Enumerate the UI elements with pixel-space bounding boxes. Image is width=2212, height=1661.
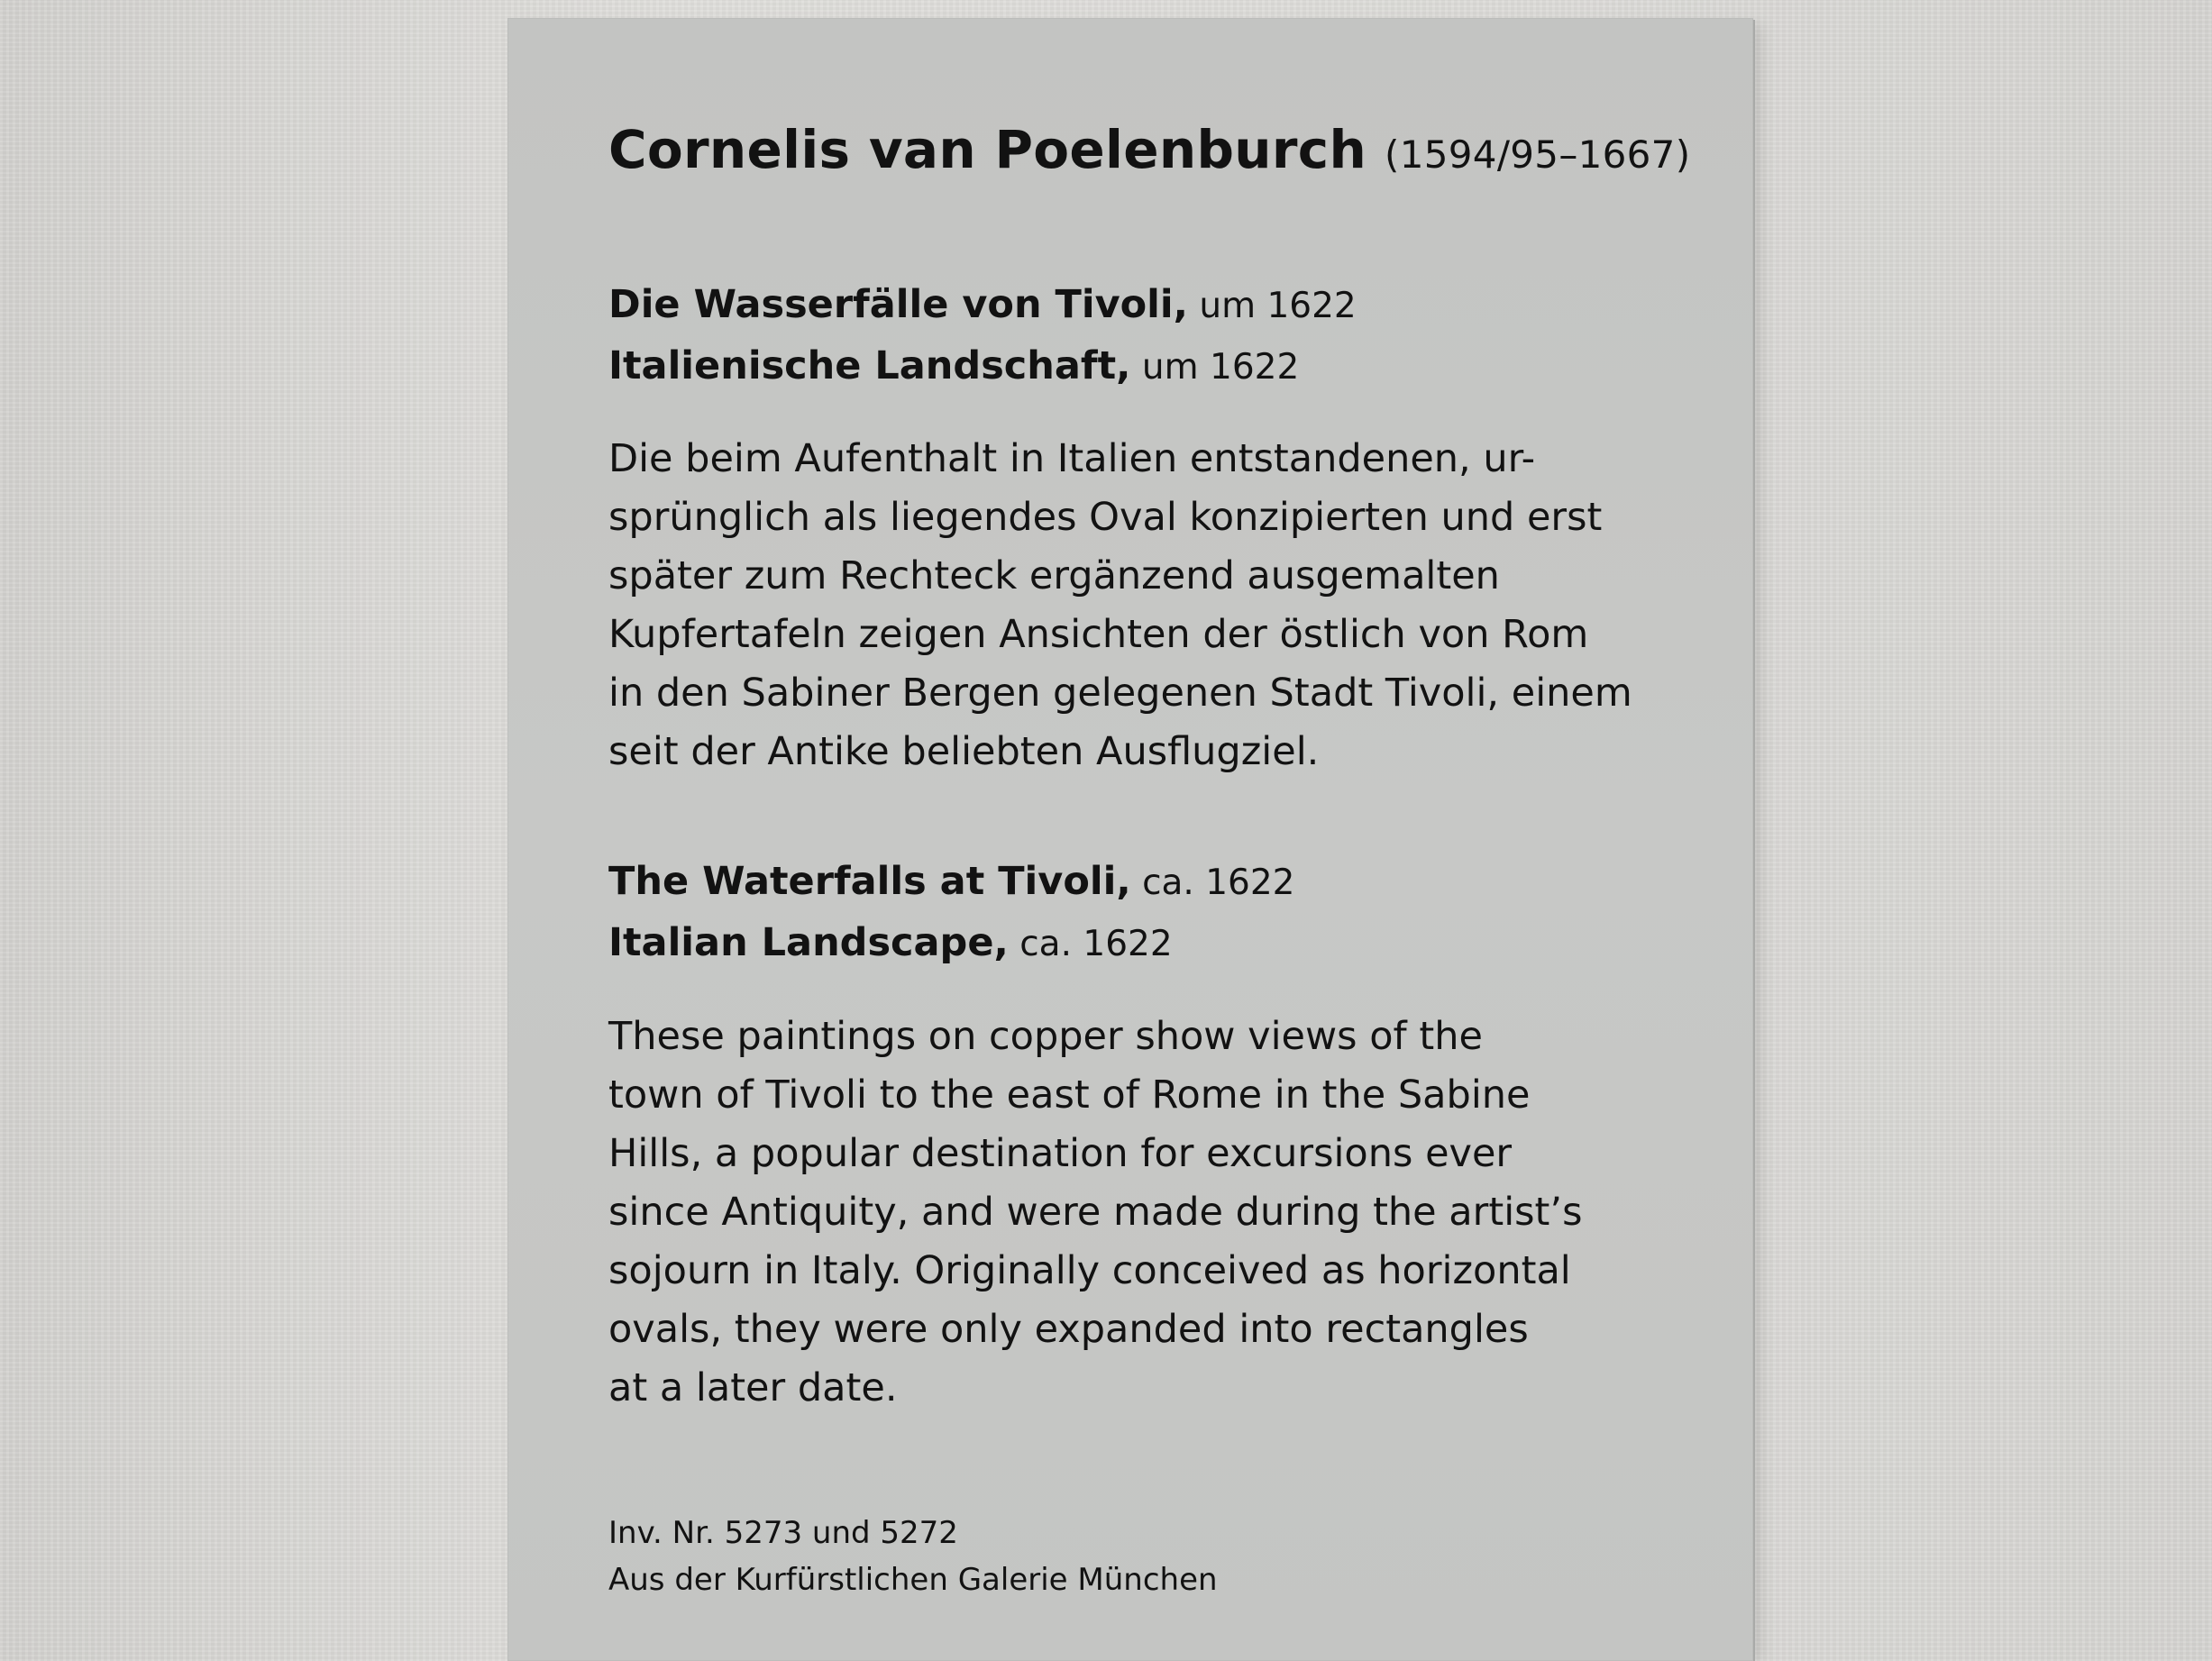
english-title-1 bbox=[608, 852, 1690, 913]
english-line: town of Tivoli to the east of Rome in the Sabine bbox=[608, 1072, 1531, 1118]
german-titles bbox=[608, 275, 1690, 397]
german-title-1-name: Die Wasserfälle von Tivoli, bbox=[608, 282, 1188, 327]
artist-name: Cornelis van Poelenburch bbox=[608, 119, 1367, 180]
german-title-1-date: um 1622 bbox=[1187, 286, 1357, 326]
english-line: at a later date. bbox=[608, 1365, 898, 1410]
english-title-1-date: ca. 1622 bbox=[1130, 862, 1295, 903]
german-title-1 bbox=[608, 275, 1690, 336]
english-line: Hills, a popular destination for excursions ever bbox=[608, 1131, 1513, 1176]
german-line: Kupfertafeln zeigen Ansichten der östlich von Rom bbox=[608, 612, 1589, 657]
english-title-2-date: ca. 1622 bbox=[1008, 924, 1173, 964]
german-line: seit der Antike beliebten Ausflugziel. bbox=[608, 729, 1320, 774]
german-description bbox=[608, 430, 1690, 781]
inventory-number: Inv. Nr. 5273 und 5272 bbox=[608, 1515, 958, 1551]
provenance: Aus der Kurfürstlichen Galerie München bbox=[608, 1562, 1218, 1598]
english-title-2 bbox=[608, 913, 1690, 974]
english-titles bbox=[608, 852, 1690, 974]
german-line: später zum Rechteck ergänzend ausgemalten bbox=[608, 553, 1500, 598]
english-title-1-name: The Waterfalls at Tivoli, bbox=[608, 859, 1131, 904]
artist-heading bbox=[608, 119, 1690, 180]
artist-dates: (1594/95–1667) bbox=[1385, 132, 1691, 177]
museum-placard bbox=[507, 18, 1753, 1661]
german-title-2-name: Italienische Landschaft, bbox=[608, 343, 1131, 388]
german-title-2-date: um 1622 bbox=[1130, 347, 1300, 388]
english-title-2-name: Italian Landscape, bbox=[608, 920, 1009, 965]
placard-footer bbox=[608, 1510, 1690, 1603]
english-line: sojourn in Italy. Originally conceived as horizontal bbox=[608, 1248, 1571, 1293]
german-line: Die beim Aufenthalt in Italien entstandenen, ur- bbox=[608, 436, 1536, 481]
german-line: sprünglich als liegendes Oval konzipierten und erst bbox=[608, 495, 1603, 540]
english-line: These paintings on copper show views of the bbox=[608, 1014, 1483, 1059]
english-line: ovals, they were only expanded into rectangles bbox=[608, 1307, 1529, 1352]
german-title-2 bbox=[608, 336, 1690, 397]
english-line: since Antiquity, and were made during the artist’s bbox=[608, 1190, 1583, 1235]
german-line: in den Sabiner Bergen gelegenen Stadt Tivoli, einem bbox=[608, 671, 1632, 716]
english-description bbox=[608, 1008, 1690, 1418]
